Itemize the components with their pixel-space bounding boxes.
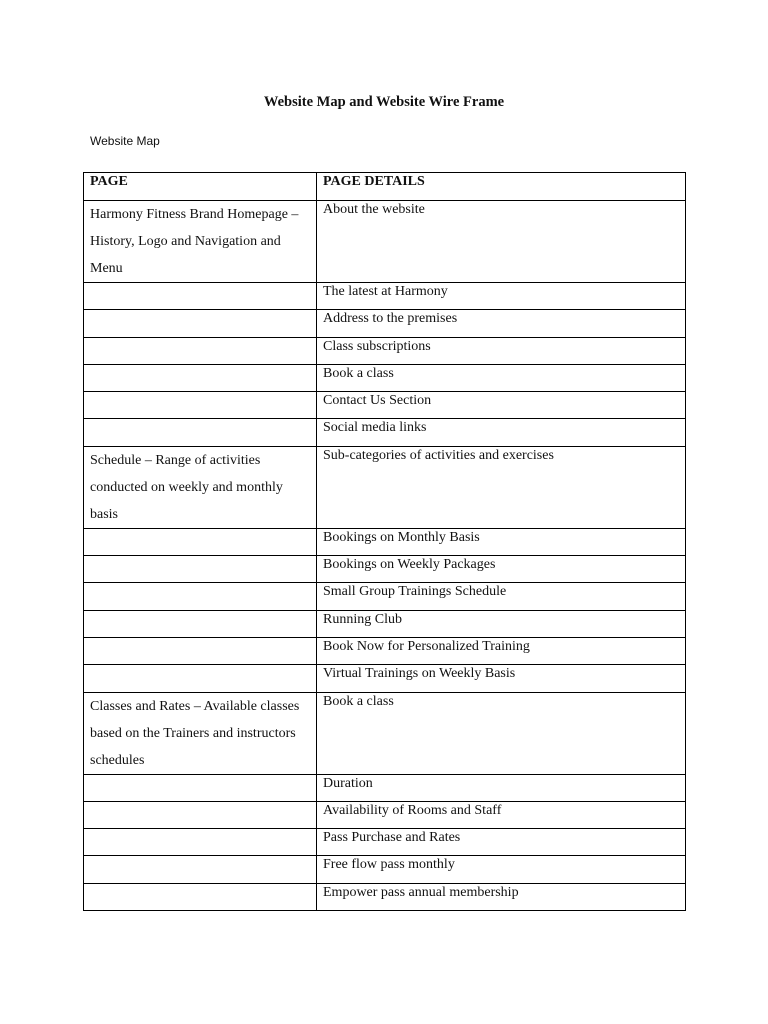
table-row [84, 583, 686, 610]
empty-page-cell [84, 419, 317, 446]
empty-page-cell [84, 364, 317, 391]
detail-cell: The latest at Harmony [317, 283, 686, 310]
document-title: Website Map and Website Wire Frame [263, 94, 505, 110]
empty-page-cell [84, 856, 317, 883]
empty-page-cell [84, 637, 317, 664]
detail-cell: Class subscriptions [317, 337, 686, 364]
empty-page-cell [84, 829, 317, 856]
detail-cell: Availability of Rooms and Staff [317, 801, 686, 828]
detail-cell: Address to the premises [317, 310, 686, 337]
table-header-row [84, 173, 686, 201]
table-row [84, 610, 686, 637]
detail-cell: Contact Us Section [317, 392, 686, 419]
empty-page-cell [84, 774, 317, 801]
detail-cell: Small Group Trainings Schedule [317, 583, 686, 610]
detail-cell: Book a class [317, 692, 686, 774]
empty-page-cell [84, 610, 317, 637]
table-row [84, 774, 686, 801]
detail-cell: Sub-categories of activities and exercises [317, 446, 686, 528]
empty-page-cell [84, 801, 317, 828]
empty-page-cell [84, 528, 317, 555]
table-row [84, 337, 686, 364]
empty-page-cell [84, 310, 317, 337]
detail-cell: Free flow pass monthly [317, 856, 686, 883]
table-row [84, 556, 686, 583]
empty-page-cell [84, 556, 317, 583]
table-row [84, 637, 686, 664]
table-row [84, 801, 686, 828]
column-header-page-details: PAGE DETAILS [317, 173, 686, 201]
empty-page-cell [84, 583, 317, 610]
page-cell: Classes and Rates – Available classes based on the Trainers and instructors schedules [84, 692, 317, 774]
detail-cell: About the website [317, 201, 686, 283]
detail-cell: Pass Purchase and Rates [317, 829, 686, 856]
table-row [84, 364, 686, 391]
table-row [84, 528, 686, 555]
table-row [84, 419, 686, 446]
table-row [84, 665, 686, 692]
table-row [84, 883, 686, 910]
detail-cell: Bookings on Weekly Packages [317, 556, 686, 583]
table-row [84, 692, 686, 774]
empty-page-cell [84, 665, 317, 692]
table-row [84, 392, 686, 419]
table-row [84, 310, 686, 337]
table-row [84, 283, 686, 310]
empty-page-cell [84, 337, 317, 364]
table-row [84, 446, 686, 528]
table-row [84, 829, 686, 856]
empty-page-cell [84, 283, 317, 310]
section-heading: Website Map [90, 134, 160, 148]
detail-cell: Social media links [317, 419, 686, 446]
page-cell: Schedule – Range of activities conducted on weekly and monthly basis [84, 446, 317, 528]
empty-page-cell [84, 392, 317, 419]
detail-cell: Virtual Trainings on Weekly Basis [317, 665, 686, 692]
page-cell: Harmony Fitness Brand Homepage –History, Logo and Navigation and Menu [84, 201, 317, 283]
detail-cell: Duration [317, 774, 686, 801]
detail-cell: Empower pass annual membership [317, 883, 686, 910]
detail-cell: Bookings on Monthly Basis [317, 528, 686, 555]
column-header-page: PAGE [84, 173, 317, 201]
website-map-table [83, 172, 686, 911]
detail-cell: Book a class [317, 364, 686, 391]
detail-cell: Running Club [317, 610, 686, 637]
table-row [84, 201, 686, 283]
table-row [84, 856, 686, 883]
detail-cell: Book Now for Personalized Training [317, 637, 686, 664]
empty-page-cell [84, 883, 317, 910]
